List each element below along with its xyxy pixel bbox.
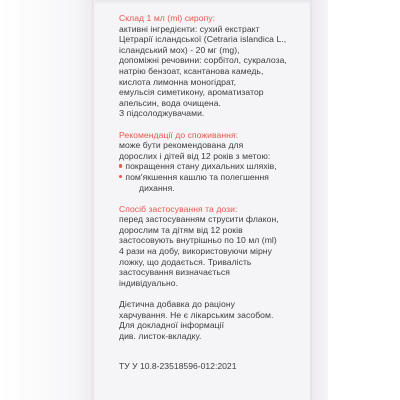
spacer: [119, 193, 307, 204]
recommendation-bullet-continuation: дихання.: [139, 182, 175, 193]
recommendation-bullet-text: покращення стану дихальних шляхів,: [125, 161, 277, 172]
recommendations-section: [119, 130, 307, 194]
notice-line: харчування. Не є лікарським засобом.: [119, 309, 274, 320]
usage-line: дорослим та дітям від 12 років: [119, 224, 243, 235]
composition-line: апельсин, вода очищена.: [119, 97, 221, 108]
bullet-dot-icon: [119, 164, 122, 167]
label-text: [119, 13, 307, 341]
composition-heading: Склад 1 мл (ml) сиропу:: [119, 13, 216, 23]
composition-line: натрію бензоат, ксантанова камедь,: [119, 65, 264, 76]
recommendations-line: може бути рекомендована для: [119, 140, 244, 151]
usage-line: індивідуально.: [119, 277, 179, 288]
notice-line: див. листок-вкладку.: [119, 330, 202, 341]
recommendations-heading: Рекомендації до споживання:: [119, 129, 239, 140]
composition-line: допоміжні речовини: сорбітол, сукралоза,: [119, 55, 287, 66]
notice-section: [119, 299, 307, 341]
composition-line: Цетрарії ісландської (Cetraria islandica L.,: [119, 34, 287, 45]
recommendation-bullet: [119, 172, 307, 183]
box-left-face: [0, 0, 92, 400]
usage-section: [119, 204, 307, 289]
recommendation-bullet: [119, 161, 307, 172]
spacer: [119, 119, 307, 130]
recommendations-line: дорослих і дітей від 12 років з метою:: [119, 150, 271, 161]
composition-line: активні інгредієнти: сухий екстракт: [119, 23, 260, 34]
composition-line: ісландський мох) - 20 мг (mg),: [119, 44, 240, 55]
panel-top-shade: [95, 0, 310, 4]
usage-line: 4 рази на добу, використовуючи мірну: [119, 246, 272, 257]
notice-line: Дієтична добавка до раціону: [119, 299, 235, 310]
composition-line: кислота лимонна моногідрат,: [119, 76, 237, 87]
recommendation-bullet-text: пом'якшення кашлю та полегшення: [125, 171, 270, 182]
spacer: [119, 288, 307, 299]
technical-spec-code: ТУ У 10.8-23518596-012:2021: [119, 361, 237, 371]
usage-line: перед застосуванням струсити флакон,: [119, 214, 279, 225]
composition-section: [119, 13, 307, 119]
usage-line: ложку, що додається. Тривалість: [119, 256, 252, 267]
bullet-dot-icon: [119, 175, 122, 178]
box-right-face: [312, 0, 328, 400]
composition-line: З підсолоджувачами.: [119, 108, 205, 119]
usage-line: застосовують внутрішньо по 10 мл (ml): [119, 235, 277, 246]
composition-line: емульсія симетикону, ароматизатор: [119, 87, 264, 98]
usage-line: застосування визначається: [119, 267, 230, 278]
notice-line: Для докладної інформації: [119, 320, 225, 331]
usage-heading: Спосіб застосування та дози:: [119, 203, 238, 214]
